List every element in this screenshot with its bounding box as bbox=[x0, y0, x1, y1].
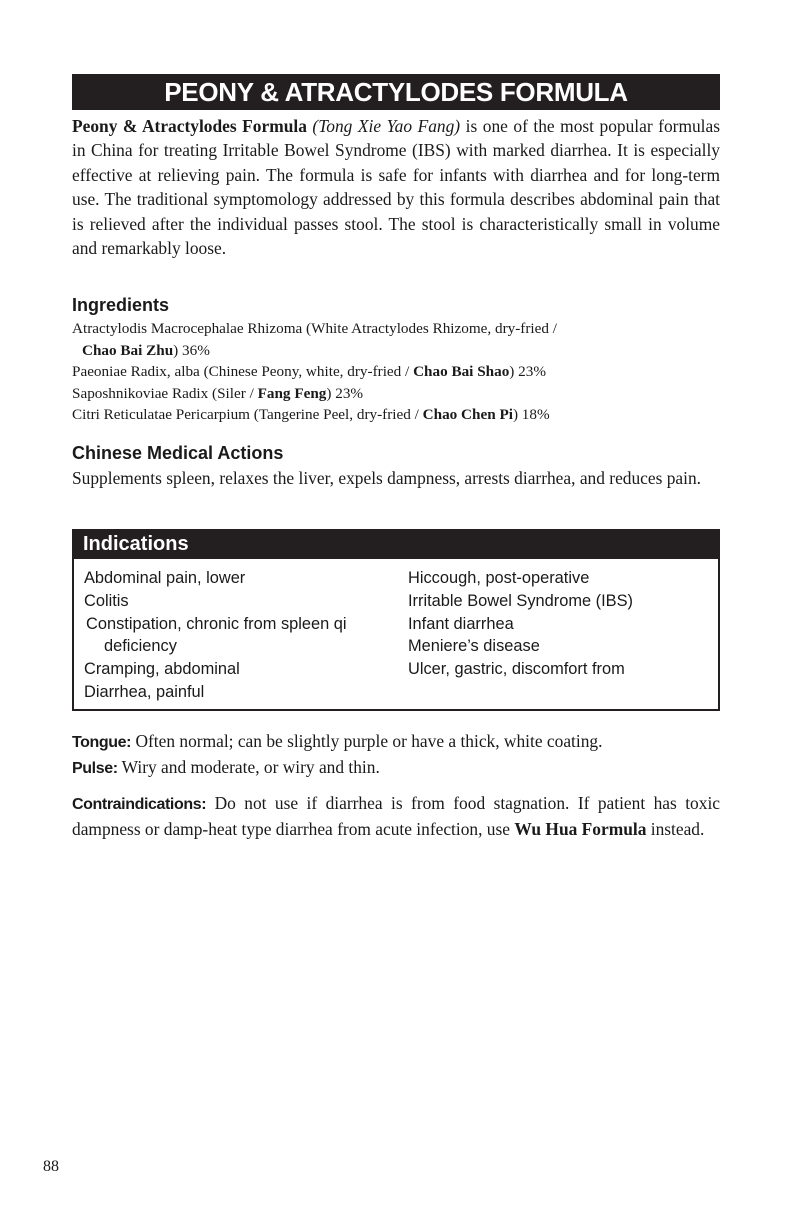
pulse-text: Wiry and moderate, or wiry and thin. bbox=[117, 757, 380, 778]
page-number: 88 bbox=[43, 1158, 59, 1175]
indication-item: Constipation, chronic from spleen qi deficiency bbox=[86, 614, 347, 656]
indication-item: Cramping, abdominal bbox=[84, 660, 240, 679]
indication-item: Meniere’s disease bbox=[408, 637, 540, 656]
ingredient-item: Saposhnikoviae Radix (Siler / Fang Feng) 23% bbox=[72, 384, 364, 402]
indication-item: Diarrhea, painful bbox=[84, 682, 205, 701]
indication-item: Irritable Bowel Syndrome (IBS) bbox=[408, 591, 633, 610]
indication-item: Colitis bbox=[84, 591, 129, 610]
ingredient-item: Citri Reticulatae Pericarpium (Tangerine Peel, dry-fried / Chao Chen Pi) 18% bbox=[72, 406, 550, 424]
ingredient-item: Atractylodis Macrocephalae Rhizoma (White Atractylodes Rhizome, dry-fried / Chao Bai Zhu) 36% bbox=[72, 320, 557, 359]
actions-text: Supplements spleen, relaxes the liver, expels dampness, arrests diarrhea, and reduces pain. bbox=[72, 468, 702, 488]
indications-box bbox=[72, 557, 720, 711]
contraindications-label: Contraindications: bbox=[72, 796, 207, 813]
actions-heading: Chinese Medical Actions bbox=[72, 443, 284, 463]
indication-item: Hiccough, post-operative bbox=[408, 569, 590, 587]
indication-item: Abdominal pain, lower bbox=[84, 569, 246, 587]
indication-item: Ulcer, gastric, discomfort from bbox=[408, 660, 625, 679]
indications-heading: Indications bbox=[72, 529, 720, 557]
ingredient-item: Paeoniae Radix, alba (Chinese Peony, white, dry-fried / Chao Bai Shao) 23% bbox=[72, 363, 546, 381]
pulse-label: Pulse: bbox=[72, 760, 118, 778]
tongue-label: Tongue: bbox=[72, 734, 132, 751]
intro-paragraph bbox=[72, 114, 720, 260]
ingredients-list bbox=[72, 318, 732, 426]
indications-left-column bbox=[84, 567, 384, 704]
intro-text: is one of the most popular formulas in China for treating Irritable Bowel Syndrome (IBS) with marked diarrhea. It is especially effective at relieving pain. The formula is safe for infants with diarrhea and for long-term use. The traditional symptomology addressed by this formula describes abdominal pain that is relieved after the individual passes stool. The stool is characteristically small in volume and remarkably loose. bbox=[72, 116, 720, 259]
tongue-pulse-paragraph bbox=[72, 729, 720, 782]
formula-name: Peony & Atractylodes Formula bbox=[72, 116, 307, 136]
indication-item: Infant diarrhea bbox=[408, 614, 514, 633]
wu-hua-formula: Wu Hua Formula bbox=[514, 819, 647, 840]
page-title: PEONY & ATRACTYLODES FORMULA bbox=[72, 74, 720, 110]
tongue-text: Often normal; can be slightly purple or have a thick, white coating. bbox=[131, 731, 603, 751]
ingredients-heading: Ingredients bbox=[72, 295, 170, 315]
formula-pinyin: (Tong Xie Yao Fang) bbox=[312, 116, 461, 136]
indications-right-column bbox=[408, 567, 708, 681]
contraindications-paragraph: Contraindications: Do not use if diarrhea is from food stagnation. If patient has toxic dampness or damp-heat type diarrhea from acute infection, use Wu Hua Formula instead. bbox=[72, 793, 720, 840]
